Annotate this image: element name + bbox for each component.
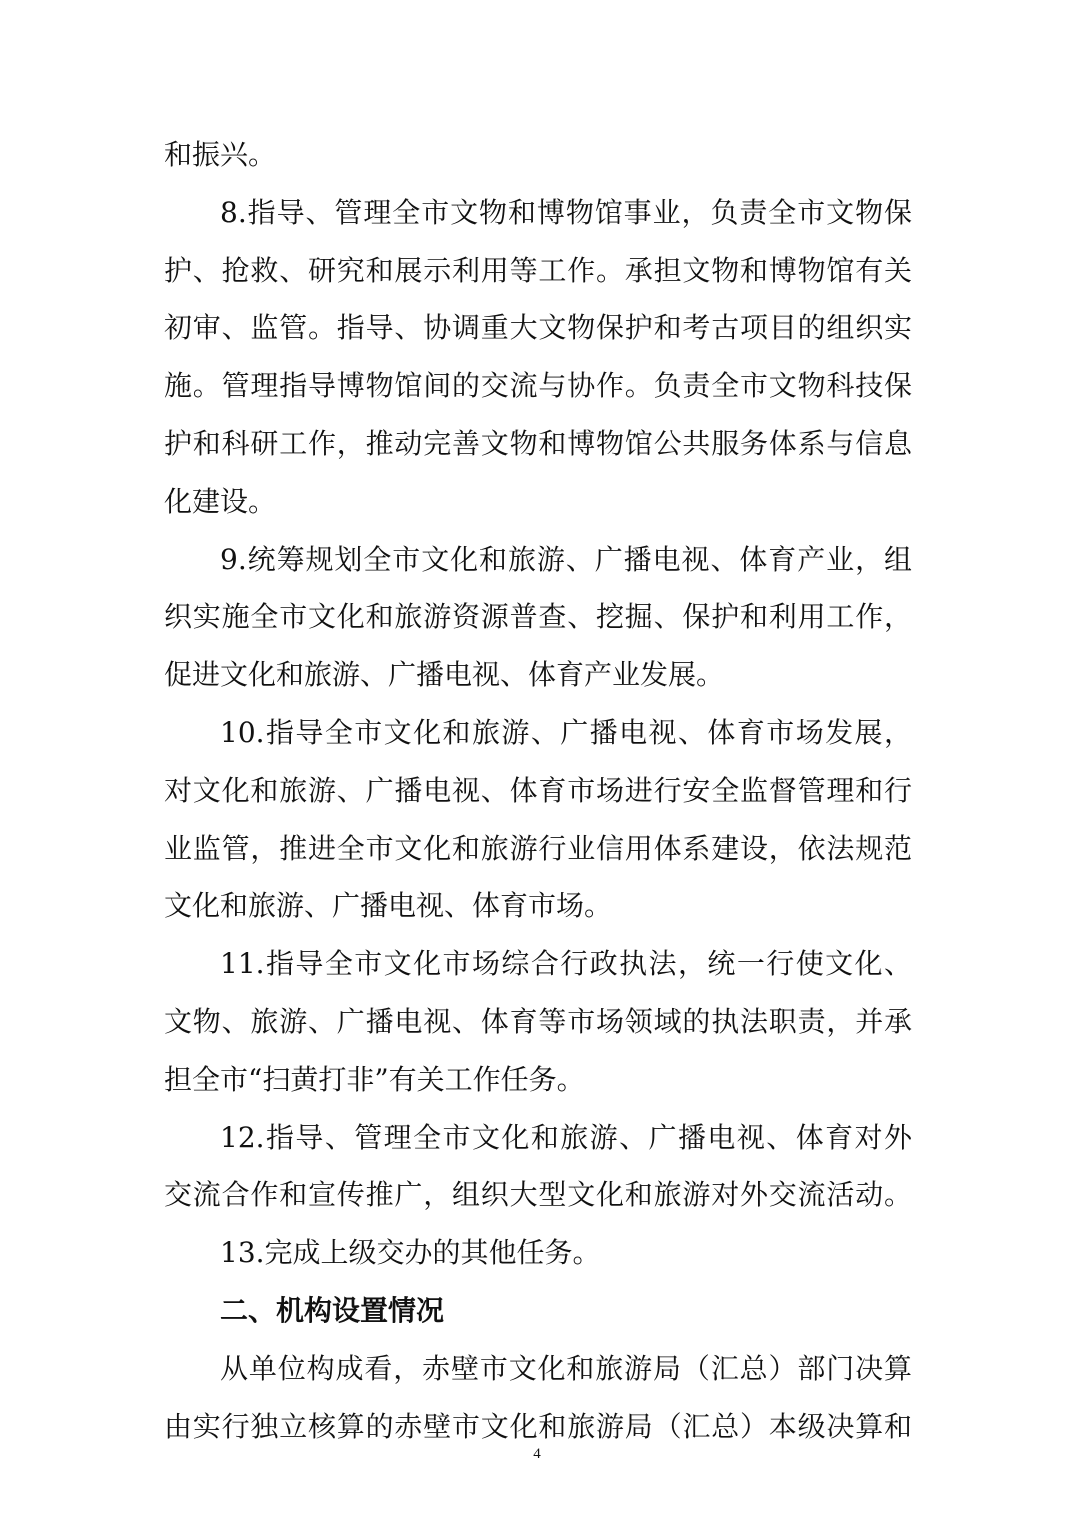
paragraph-line: 由实行独立核算的赤壁市文化和旅游局（汇总）本级决算和 [164,1409,912,1443]
paragraph-line: 施。管理指导博物馆间的交流与协作。负责全市文物科技保 [164,369,912,403]
paragraph-line: 文化和旅游、广播电视、体育市场。 [164,889,613,923]
body-text [164,126,912,1455]
paragraph-line: 文物、旅游、广播电视、体育等市场领域的执法职责，并承 [164,1004,912,1038]
paragraph-line: 8.指导、管理全市文物和博物馆事业，负责全市文物保 [220,195,912,229]
paragraph-line: 初审、监管。指导、协调重大文物保护和考古项目的组织实 [164,311,912,345]
page-number: 4 [533,1446,541,1462]
paragraph-line: 从单位构成看，赤壁市文化和旅游局（汇总）部门决算 [220,1351,912,1385]
paragraph-line: 化建设。 [164,484,277,518]
paragraph-line: 9.统筹规划全市文化和旅游、广播电视、体育产业，组 [220,542,912,576]
section-heading: 二、机构设置情况 [220,1293,445,1327]
paragraph-line: 11.指导全市文化市场综合行政执法，统一行使文化、 [220,947,912,981]
paragraph-line: 交流合作和宣传推广，组织大型文化和旅游对外交流活动。 [164,1178,912,1212]
paragraph-line: 和振兴。 [164,138,277,171]
paragraph-line: 织实施全市文化和旅游资源普查、挖掘、保护和利用工作， [164,600,912,634]
paragraph-line: 促进文化和旅游、广播电视、体育产业发展。 [164,658,725,692]
paragraph-line: 担全市“扫黄打非”有关工作任务。 [164,1062,585,1096]
paragraph-line: 10.指导全市文化和旅游、广播电视、体育市场发展， [220,715,912,749]
paragraph-line: 12.指导、管理全市文化和旅游、广播电视、体育对外 [220,1120,912,1154]
paragraph-line: 13.完成上级交办的其他任务。 [220,1236,601,1270]
paragraph-line: 业监管，推进全市文化和旅游行业信用体系建设，依法规范 [164,831,912,865]
paragraph-line: 护和科研工作，推动完善文物和博物馆公共服务体系与信息 [164,426,912,460]
paragraph-line: 护、抢救、研究和展示利用等工作。承担文物和博物馆有关 [164,253,912,287]
paragraph-line: 对文化和旅游、广播电视、体育市场进行安全监督管理和行 [164,773,912,807]
